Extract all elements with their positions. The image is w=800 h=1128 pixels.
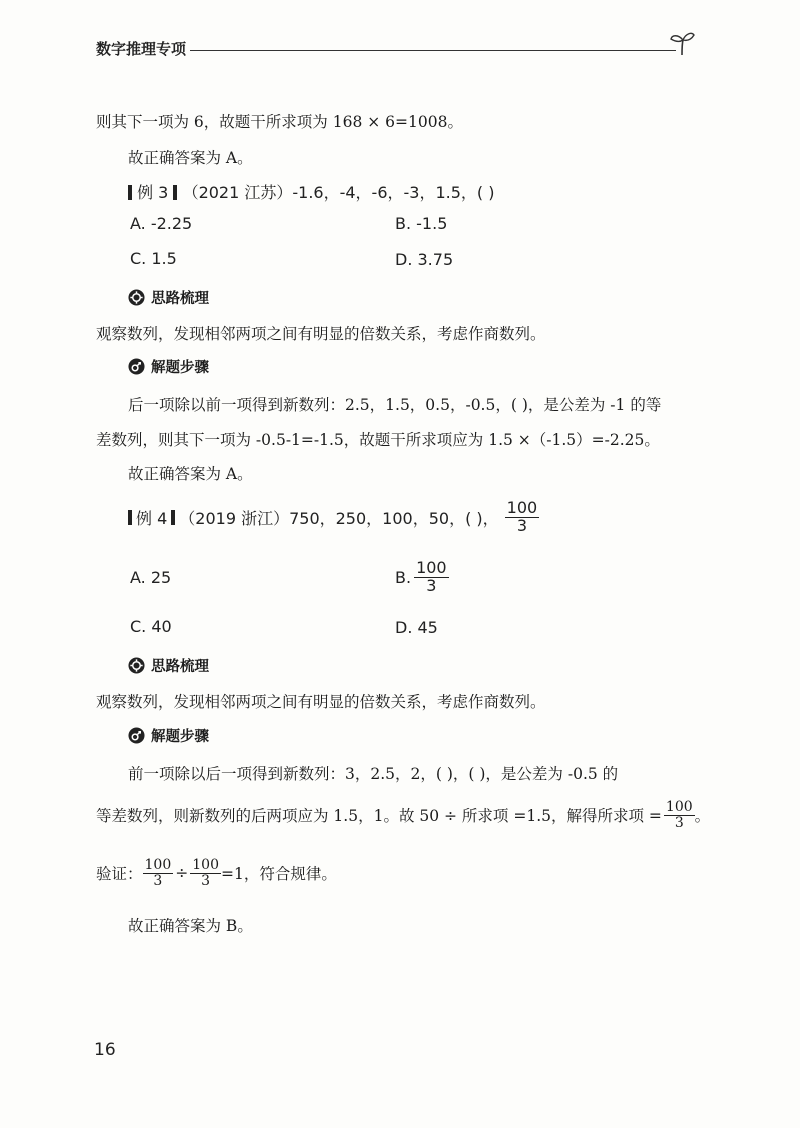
section-title: 解题步骤: [151, 360, 209, 376]
sprout-icon: [668, 30, 696, 56]
example-3-steps-line-2: 差数列，则其下一项为 -0.5-1=-1.5，故题干所求项应为 1.5 ×（-1.5）=-2.25。: [96, 431, 660, 449]
example-3-question: （2021 江苏）-1.6，-4，-6，-3，1.5，( ): [182, 183, 495, 202]
header-rule: [190, 50, 676, 51]
example-4-steps-line-2: [96, 800, 710, 830]
verify-prefix: 验证：: [96, 865, 143, 884]
example-marker-left: [128, 510, 132, 525]
fraction-numerator: 100: [506, 498, 538, 517]
example-3-thinking-text: 观察数列，发现相邻两项之间有明显的倍数关系，考虑作商数列。: [96, 325, 546, 343]
example-4-option-a: A. 25: [130, 568, 172, 587]
fraction-numerator: 100: [665, 799, 693, 815]
example-4-answer: 故正确答案为 B。: [128, 917, 253, 935]
steps-line-2-text: 等差数列，则新数列的后两项应为 1.5，1。故 50 ÷ 所求项 =1.5，解得所求项 =: [96, 807, 662, 826]
verify-divide-sign: ÷: [175, 864, 189, 883]
fraction-denominator: 3: [426, 575, 437, 595]
page-number: 16: [94, 1040, 116, 1060]
example-4-steps-heading: [128, 725, 209, 746]
example-3-steps-line-1: 后一项除以前一项得到新数列：2.5，1.5，0.5，-0.5，( )，是公差为 -1 的等: [128, 396, 662, 414]
fraction-denominator: 3: [201, 872, 211, 889]
steps-line-2-end: 。: [694, 807, 711, 826]
steps-icon: [128, 727, 145, 744]
fraction-numerator: 100: [144, 857, 172, 873]
fraction-denominator: 3: [153, 872, 163, 889]
fraction-denominator: 3: [674, 814, 684, 831]
example-4-option-d: D. 45: [395, 618, 438, 637]
example-4-label: 例 4: [136, 508, 168, 528]
example-3-option-b: B. -1.5: [395, 214, 448, 233]
verify-fraction-2: [190, 858, 221, 888]
example-3-question-line: [128, 180, 494, 203]
example-3-label: 例 3: [137, 183, 169, 202]
continuation-line: 则其下一项为 6，故题干所求项为 168 × 6=1008。: [96, 113, 463, 131]
fraction-numerator: 100: [192, 857, 219, 873]
example-4-question-fraction: [505, 500, 540, 535]
example-4-option-c: C. 40: [130, 617, 172, 636]
example-marker-right: [173, 185, 177, 200]
example-3-steps-heading: [128, 356, 209, 377]
example-3-thinking-heading: [128, 287, 209, 308]
fraction-numerator: 100: [416, 558, 447, 577]
example-3-option-c: C. 1.5: [130, 249, 177, 268]
example-4-question: （2019 浙江）750，250，100，50，( )，: [179, 508, 499, 528]
example-4-thinking-text: 观察数列，发现相邻两项之间有明显的倍数关系，考虑作商数列。: [96, 693, 546, 711]
example-3-answer: 故正确答案为 A。: [128, 465, 253, 483]
fraction-denominator: 3: [516, 515, 527, 535]
running-header-title: 数字推理专项: [96, 40, 187, 58]
example-4-steps-line-1: 前一项除以后一项得到新数列：3，2.5，2，( )，( )，是公差为 -0.5 的: [128, 765, 619, 783]
steps-line-2-fraction: [664, 800, 695, 830]
section-title: 思路梳理: [151, 659, 209, 675]
example-marker-left: [128, 185, 132, 200]
example-marker-right: [171, 510, 175, 525]
example-4-option-b: [395, 560, 449, 595]
gear-icon: [128, 657, 145, 674]
example-4-verification: [96, 858, 337, 888]
verify-fraction-1: [143, 858, 174, 888]
verify-suffix: =1，符合规律。: [220, 865, 337, 884]
section-title: 解题步骤: [151, 729, 209, 745]
example-4-thinking-heading: [128, 655, 209, 676]
example-3-option-d: D. 3.75: [395, 250, 454, 269]
option-b-fraction: [414, 560, 449, 595]
gear-icon: [128, 289, 145, 306]
steps-icon: [128, 358, 145, 375]
previous-answer: 故正确答案为 A。: [128, 149, 253, 167]
option-b-prefix: B.: [395, 567, 412, 587]
example-3-option-a: A. -2.25: [130, 214, 193, 233]
example-4-question-line: [128, 500, 539, 535]
section-title: 思路梳理: [151, 291, 209, 307]
